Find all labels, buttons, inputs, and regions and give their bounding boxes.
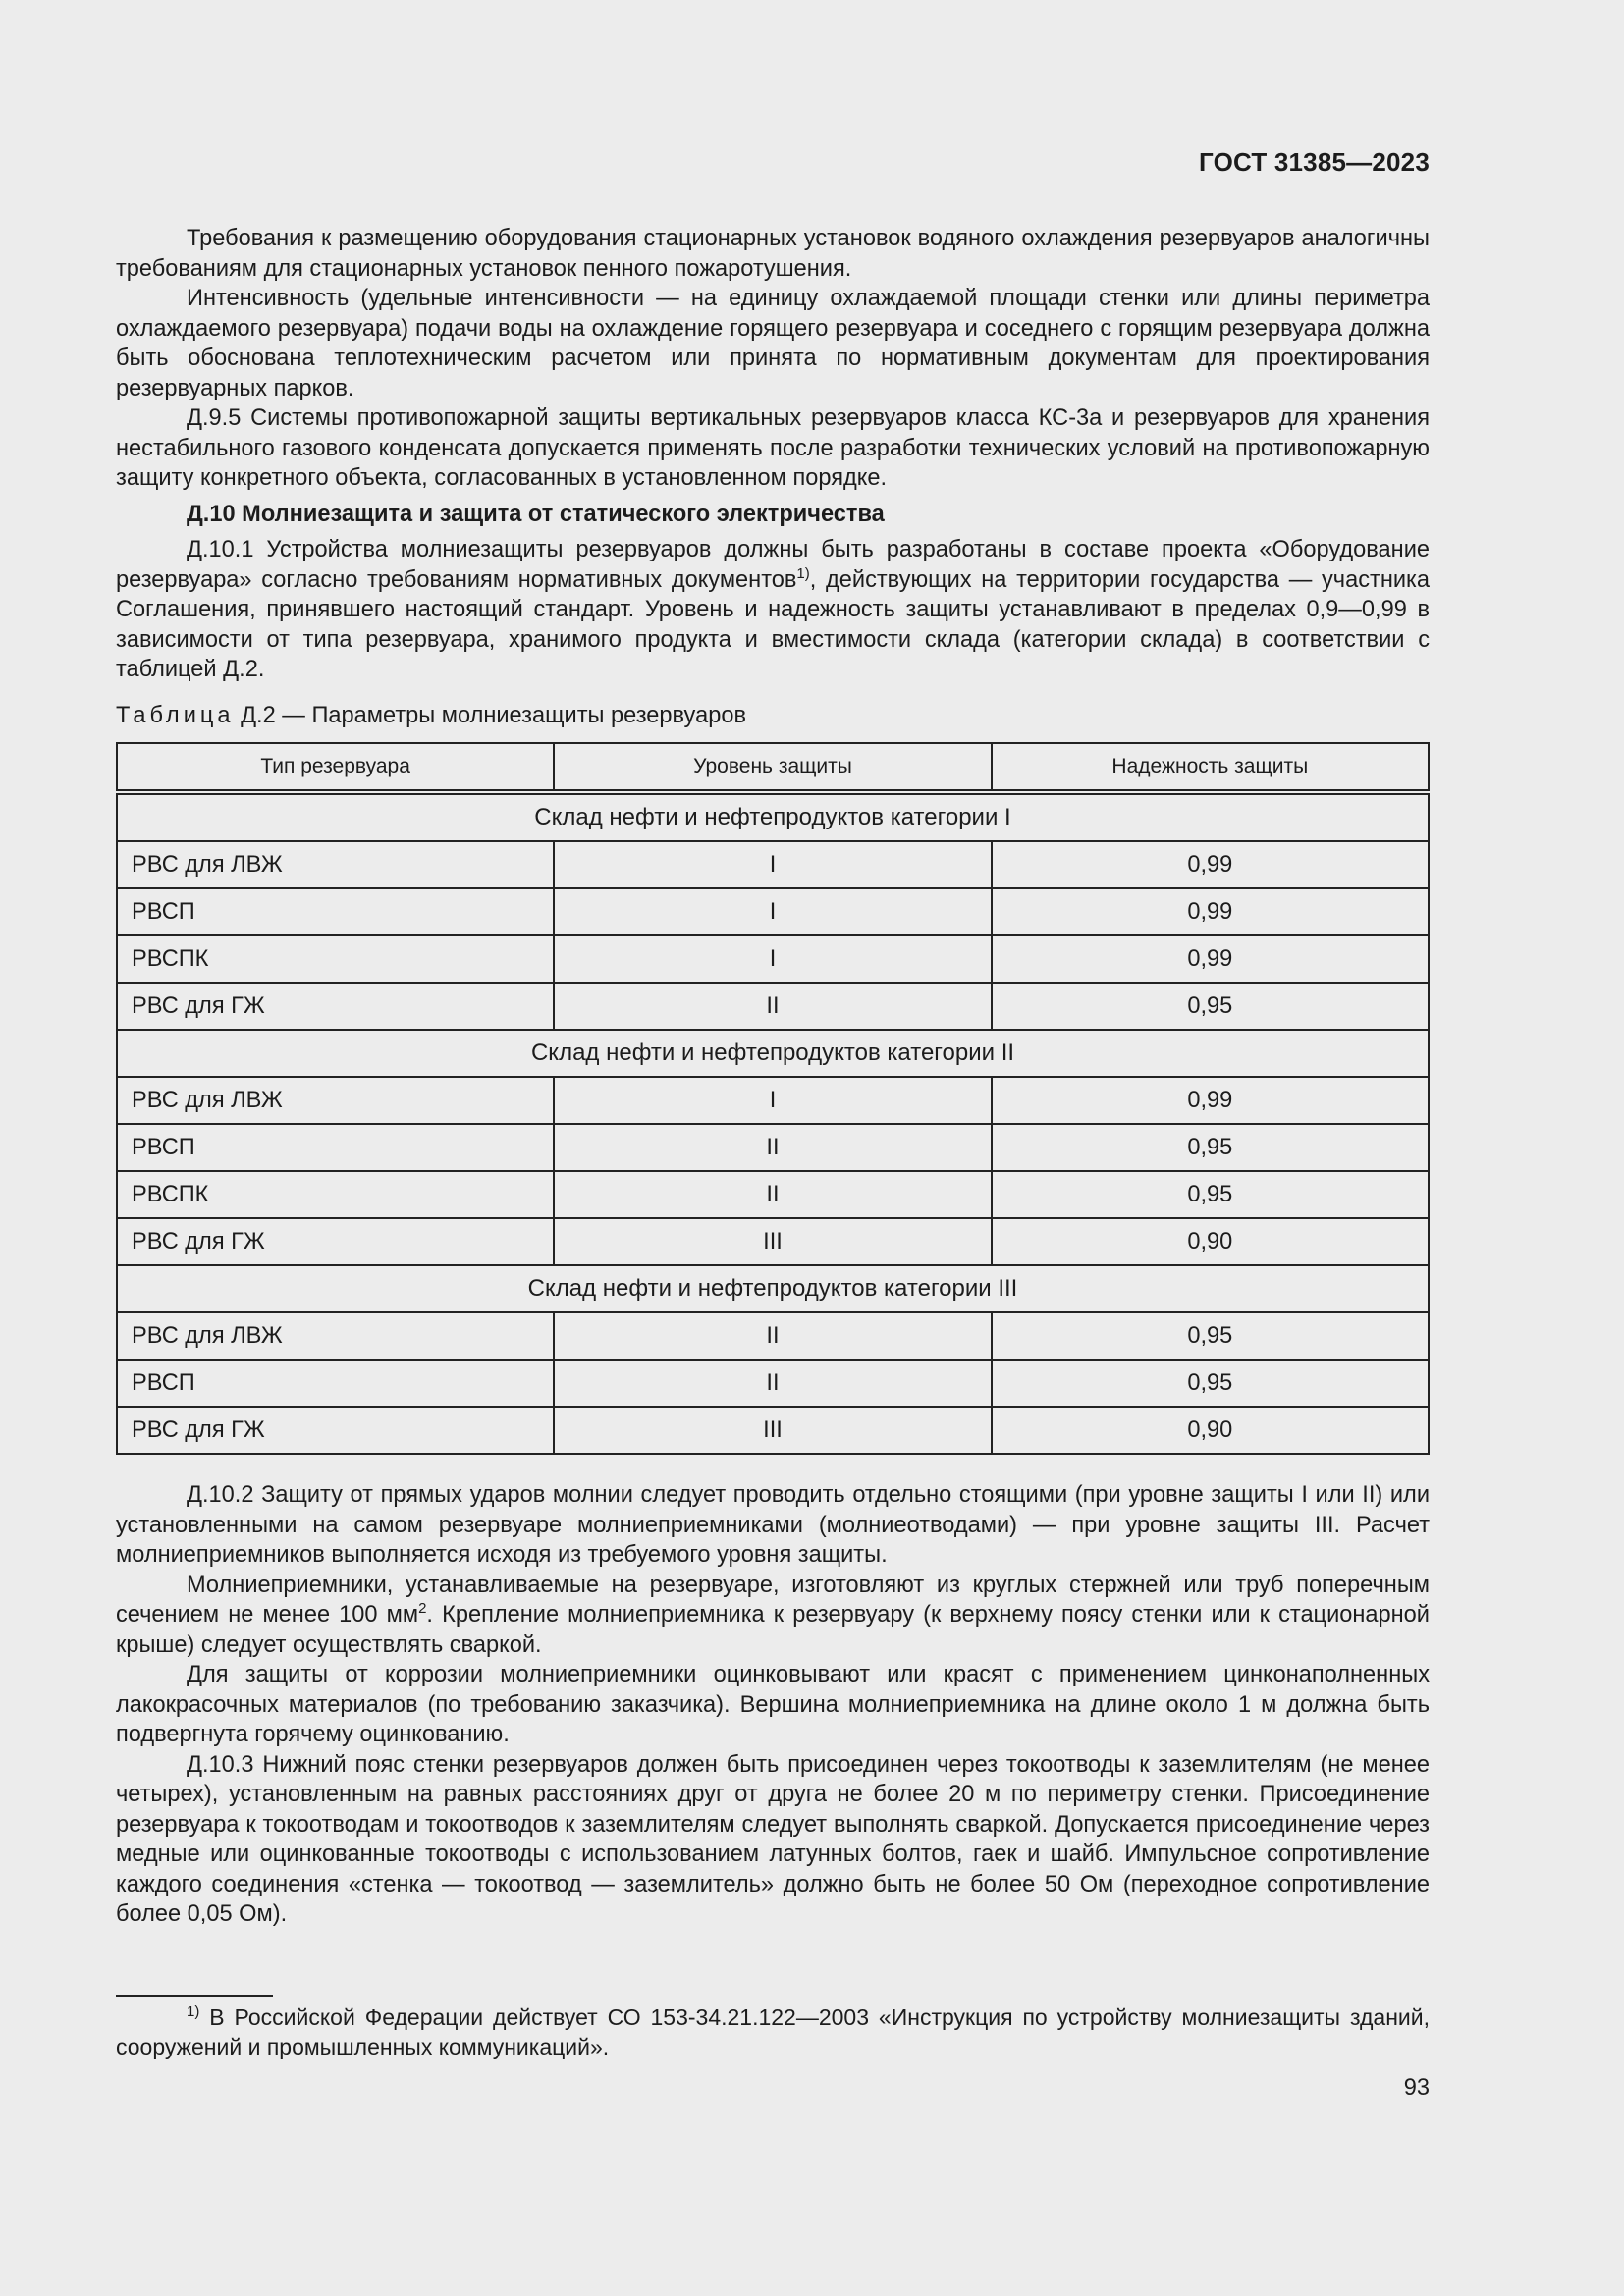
text-part: , действующих на территории государства — участника Соглашения, принявшего настоящий стандарт. Уровень и надежность защиты устанавливают в пределах 0,9—0,99 в зависимости от типа резервуара, хранимого продукта и вместимости склада (категории склада) в соответствии с таблицей Д.2. (116, 566, 1430, 682)
cell-reliability: 0,99 (992, 841, 1429, 888)
column-header: Надежность защиты (992, 743, 1429, 792)
cell-reliability: 0,95 (992, 1360, 1429, 1407)
table-row (117, 1077, 1429, 1124)
table-row (117, 1407, 1429, 1454)
cell-type: РВСП (117, 888, 554, 935)
cell-type: РВС для ЛВЖ (117, 1077, 554, 1124)
cell-type: РВС для ЛВЖ (117, 841, 554, 888)
paragraph-d10-3: Д.10.3 Нижний пояс стенки резервуаров должен быть присоединен через токоотводы к заземлителям (не менее четырех), установленным на равных расстояниях друг от друга не более 20 м по периметру стенки. Присоединение резервуара к токоотводам и токоотводов к заземлителям следует выполнять сваркой. Допускается присоединение через медные или оцинкованные токоотводы с использованием латунных болтов, гаек и шайб. Импульсное сопротивление каждого соединения «стенка — токоотвод — заземлитель» должно быть не более 50 Ом (переходное сопротивление более 0,05 Ом). (116, 1751, 1430, 1927)
cell-level: I (554, 841, 991, 888)
table-group-row (117, 792, 1429, 841)
cell-level: II (554, 1312, 991, 1360)
table-caption (116, 701, 1430, 731)
paragraph-corrosion: Для защиты от коррозии молниеприемники оцинковывают или красят с применением цинконаполненных лакокрасочных материалов (по требованию заказчика). Вершина молниеприемника на длине около 1 м должна быть подвергнута горячему оцинкованию. (116, 1662, 1430, 1747)
cell-level: II (554, 1171, 991, 1218)
table-caption-text: Д.2 — Параметры молниезащиты резервуаров (241, 702, 746, 728)
superscript: 2 (418, 1600, 427, 1617)
cell-level: III (554, 1407, 991, 1454)
table-row (117, 841, 1429, 888)
paragraph-d10-1 (116, 535, 1430, 685)
document-id: ГОСТ 31385—2023 (1199, 147, 1430, 177)
table-header-row (117, 743, 1429, 792)
cell-type: РВСП (117, 1124, 554, 1171)
page-number: 93 (1403, 2075, 1430, 2101)
cell-level: I (554, 935, 991, 983)
table-row (117, 983, 1429, 1030)
footnote-divider (116, 1995, 273, 1997)
table-row (117, 1171, 1429, 1218)
cell-level: II (554, 1124, 991, 1171)
cell-reliability: 0,90 (992, 1407, 1429, 1454)
table-row (117, 1360, 1429, 1407)
cell-reliability: 0,95 (992, 1312, 1429, 1360)
group-title: Склад нефти и нефтепродуктов категории II (117, 1030, 1429, 1077)
cell-reliability: 0,99 (992, 888, 1429, 935)
footnote (116, 2002, 1430, 2061)
column-header: Тип резервуара (117, 743, 554, 792)
footnote-ref: 1) (796, 564, 810, 582)
cell-type: РВС для ГЖ (117, 1218, 554, 1265)
cell-level: III (554, 1218, 991, 1265)
column-header: Уровень защиты (554, 743, 991, 792)
group-title: Склад нефти и нефтепродуктов категории I (117, 792, 1429, 841)
cell-type: РВС для ГЖ (117, 983, 554, 1030)
table-row (117, 1312, 1429, 1360)
group-title: Склад нефти и нефтепродуктов категории III (117, 1265, 1429, 1312)
paragraph-rods (116, 1571, 1430, 1661)
table-row (117, 888, 1429, 935)
cell-reliability: 0,95 (992, 1124, 1429, 1171)
cell-level: II (554, 1360, 991, 1407)
cell-reliability: 0,99 (992, 935, 1429, 983)
cell-reliability: 0,90 (992, 1218, 1429, 1265)
table-row (117, 935, 1429, 983)
section-heading: Д.10 Молниезащита и защита от статического электричества (187, 501, 885, 527)
cell-level: II (554, 983, 991, 1030)
cell-level: I (554, 1077, 991, 1124)
cell-type: РВСПК (117, 1171, 554, 1218)
cell-type: РВС для ГЖ (117, 1407, 554, 1454)
table-group-row (117, 1030, 1429, 1077)
table-group-row (117, 1265, 1429, 1312)
cell-reliability: 0,95 (992, 983, 1429, 1030)
footnote-text: В Российской Федерации действует СО 153-34.21.122—2003 «Инструкция по устройству молниезащиты зданий, сооружений и промышленных коммуникаций». (116, 2004, 1430, 2059)
table-row (117, 1218, 1429, 1265)
table-row (117, 1124, 1429, 1171)
footnote-marker: 1) (187, 2003, 200, 2020)
body-text (116, 224, 1430, 1930)
paragraph: Д.9.5 Системы противопожарной защиты вертикальных резервуаров класса КС-3а и резервуаров для хранения нестабильного газового конденсата допускается применять после разработки технических условий на противопожарную защиту конкретного объекта, согласованных в установленном порядке. (116, 405, 1430, 491)
cell-type: РВСПК (117, 935, 554, 983)
table-caption-label: Таблица (116, 702, 235, 728)
lightning-protection-table (116, 742, 1430, 1455)
paragraph: Требования к размещению оборудования стационарных установок водяного охлаждения резервуаров аналогичны требованиям для стационарных установок пенного пожаротушения. (116, 226, 1430, 282)
text-part: . Крепление молниеприемника к резервуару (к верхнему поясу стенки или к стационарной крыше) следует осуществлять сваркой. (116, 1602, 1430, 1658)
cell-type: РВС для ЛВЖ (117, 1312, 554, 1360)
text-part: Д.10.1 Устройства молниезащиты резервуаров должны быть разработаны в составе проекта «Оборудование резервуара» согласно требованиям нормативных документов (116, 537, 1430, 593)
cell-reliability: 0,99 (992, 1077, 1429, 1124)
paragraph-d10-2: Д.10.2 Защиту от прямых ударов молнии следует проводить отдельно стоящими (при уровне защиты I или II) или установленными на самом резервуаре молниеприемниками (молниеотводами) — при уровне защиты III. Расчет молниеприемников выполняется исходя из требуемого уровня защиты. (116, 1482, 1430, 1568)
cell-reliability: 0,95 (992, 1171, 1429, 1218)
cell-level: I (554, 888, 991, 935)
cell-type: РВСП (117, 1360, 554, 1407)
text-part: Молниеприемники, устанавливаемые на резервуаре, изготовляют из круглых стержней или труб поперечным сечением не менее 100 мм (116, 1572, 1430, 1628)
paragraph: Интенсивность (удельные интенсивности — на единицу охлаждаемой площади стенки или длины периметра охлаждаемого резервуара) подачи воды на охлаждение горящего резервуара и соседнего с горящим резервуара должна быть обоснована теплотехническим расчетом или принята по нормативным документам для проектирования резервуарных парков. (116, 286, 1430, 401)
